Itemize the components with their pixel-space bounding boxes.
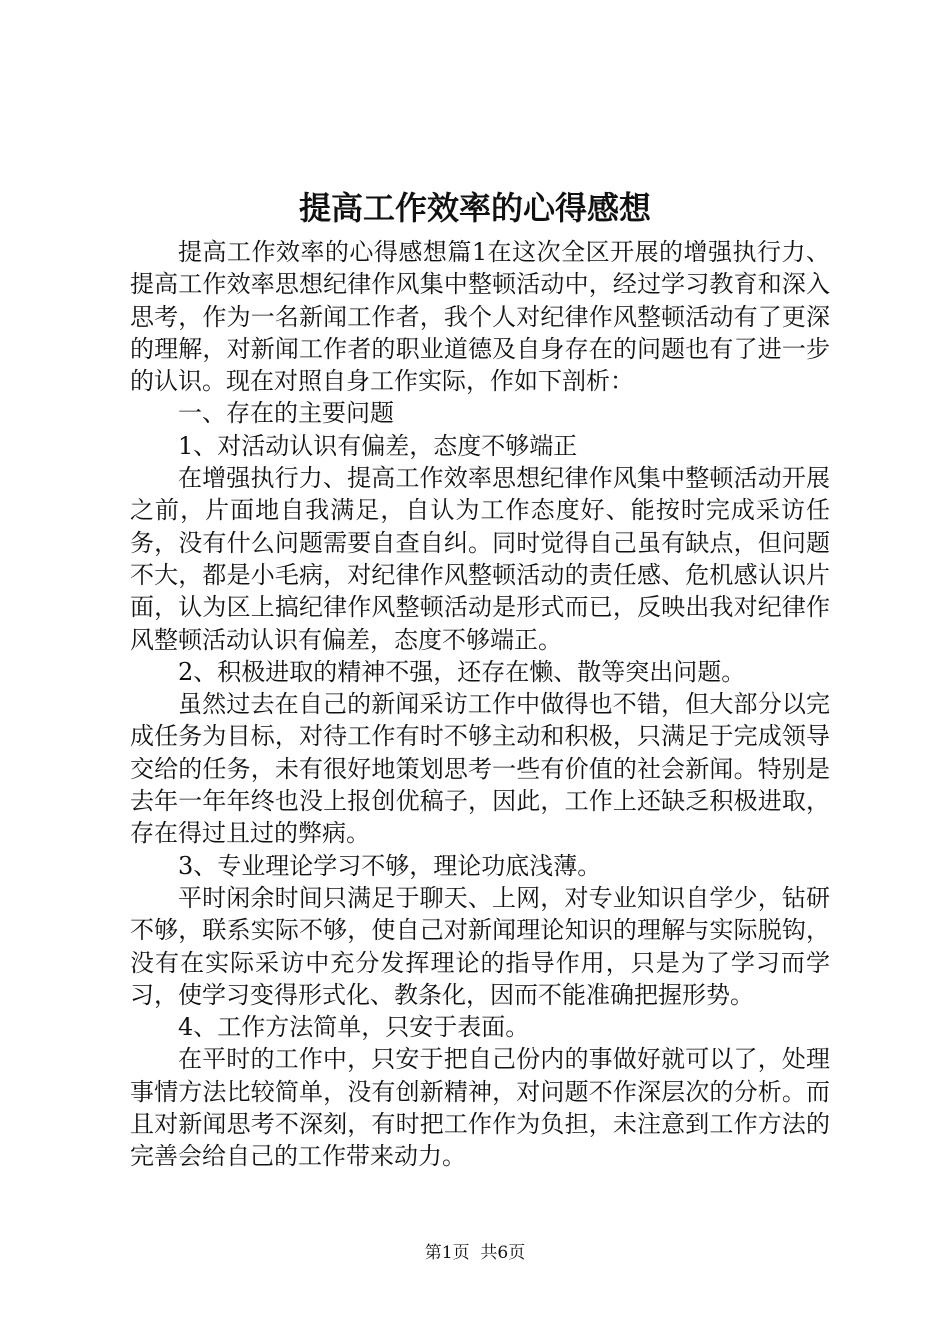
subheading-4: 4、工作方法简单，只安于表面。 [178,1013,530,1042]
heading-main-problems: 一、存在的主要问题 [178,399,394,428]
paragraph-4: 在平时的工作中，只安于把自己份内的事做好就可以了，处理事情方法比较简单，没有创新精神，对问题不作深层次的分析。而且对新闻思考不深刻，有时把工作作为负担，未注意到工作方法的完善会给自己的工作带来动力。 [130,1045,830,1171]
page-footer [0,1242,950,1264]
page-number: 第1页 共6页 [424,1243,526,1263]
subheading-3: 3、专业理论学习不够，理论功底浅薄。 [178,851,602,880]
paragraph-3: 平时闲余时间只满足于聊天、上网，对专业知识自学少，钻研不够，联系实际不够，使自己对新闻理论知识的理解与实际脱钩，没有在实际采访中充分发挥理论的指导作用，只是为了学习而学习，使学习变得形式化、教条化，因而不能准确把握形势。 [130,883,830,1009]
subheading-1: 1、对活动认识有偏差，态度不够端正 [178,431,578,460]
paragraph-2: 虽然过去在自己的新闻采访工作中做得也不错，但大部分以完成任务为目标，对待工作有时不够主动和积极，只满足于完成领导交给的任务，未有很好地策划思考一些有价值的社会新闻。特别是去年一年年终也没上报创优稿子，因此，工作上还缺乏积极进取，存在得过且过的弊病。 [130,690,830,848]
paragraph-1: 在增强执行力、提高工作效率思想纪律作风集中整顿活动开展之前，片面地自我满足，自认为工作态度好、能按时完成采访任务，没有什么问题需要自查自纠。同时觉得自己虽有缺点，但问题不大，都是小毛病，对纪律作风整顿活动的责任感、危机感认识片面，认为区上搞纪律作风整顿活动是形式而已，反映出我对纪律作风整顿活动认识有偏差，态度不够端正。 [130,464,830,654]
document-title: 提高工作效率的心得感想 [298,189,651,227]
subheading-2: 2、积极进取的精神不强，还存在懒、散等突出问题。 [178,657,746,686]
paragraph-intro: 提高工作效率的心得感想篇1在这次全区开展的增强执行力、提高工作效率思想纪律作风集中整顿活动中，经过学习教育和深入思考，作为一名新闻工作者，我个人对纪律作风整顿活动有了更深的理解，对新闻工作者的职业道德及自身存在的问题也有了进一步的认识。现在对照自身工作实际，作如下剖析： [130,238,830,396]
document-body [130,236,830,1173]
